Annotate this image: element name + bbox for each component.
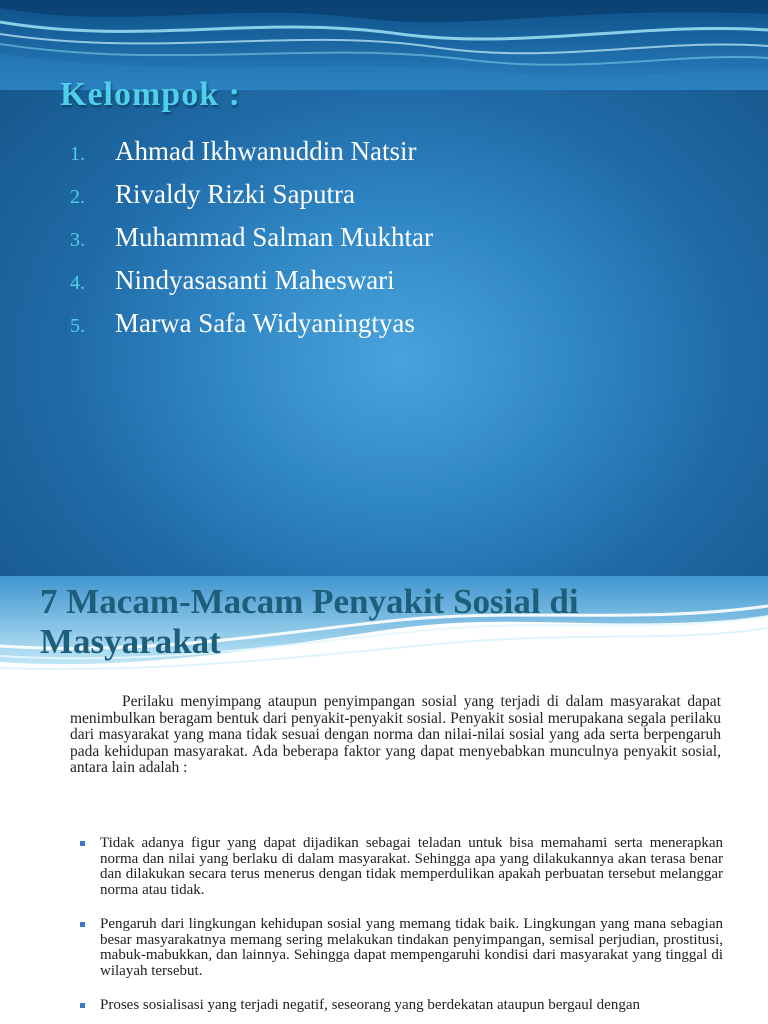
list-item (78, 917, 723, 979)
bullet-text: Tidak adanya figur yang dapat dijadikan sebagai teladan untuk bisa memahami serta menerapkan norma dan nilai yang berlaku di dalam masyarakat. Sehingga apa yang dilakukannya akan terasa benar dan dilakukan secara terus menerus dengan tidak memperdulikan apakah perbuatan tersebut melanggar norma atau tidak. (100, 835, 723, 898)
list-item (70, 222, 433, 265)
list-number: 1. (70, 143, 85, 165)
square-bullet-icon (80, 841, 85, 846)
list-item (70, 308, 433, 351)
list-number: 4. (70, 272, 85, 294)
member-name: Rivaldy Rizki Saputra (115, 179, 355, 209)
slide-title: Kelompok : (60, 76, 241, 113)
member-name: Nindyasasanti Maheswari (115, 265, 395, 295)
list-item (78, 998, 723, 1014)
member-name: Marwa Safa Widyaningtyas (115, 308, 415, 338)
slide-title: 7 Macam-Macam Penyakit Sosial di Masyarakat (40, 582, 579, 661)
list-item (78, 836, 723, 898)
list-item (70, 136, 433, 179)
list-item (70, 179, 433, 222)
bullet-text: Pengaruh dari lingkungan kehidupan sosial yang memang tidak baik. Lingkungan yang mana sebagian besar masyarakatnya memang sering melakukan tindakan penyimpangan, semisal perjudian, prostitusi, mabuk-mabukkan, dan lainnya. Sehingga dapat mempengaruhi kondisi dari masyarakat yang tinggal di wilayah tersebut. (100, 916, 723, 979)
square-bullet-icon (80, 922, 85, 927)
slide-penyakit-sosial (0, 576, 768, 1024)
member-name: Muhammad Salman Mukhtar (115, 222, 433, 252)
member-list (70, 136, 433, 351)
intro-paragraph: Perilaku menyimpang ataupun penyimpangan sosial yang terjadi di dalam masyarakat dapat menimbulkan beragam bentuk dari penyakit-penyakit sosial. Penyakit sosial merupakana segala perilaku dari masyarakat yang mana tidak sesuai dengan norma dan nilai-nilai sosial yang ada serta berpengaruh pada kehidupan masyarakat. Ada beberapa faktor yang dapat menyebabkan munculnya penyakit sosial, antara lain adalah : (70, 693, 721, 776)
list-number: 2. (70, 186, 85, 208)
list-number: 5. (70, 315, 85, 337)
list-item (70, 265, 433, 308)
list-number: 3. (70, 229, 85, 251)
bullet-text: Proses sosialisasi yang terjadi negatif, seseorang yang berdekatan ataupun bergaul dengan (100, 997, 640, 1013)
square-bullet-icon (80, 1003, 85, 1008)
member-name: Ahmad Ikhwanuddin Natsir (115, 136, 417, 166)
factor-list (78, 836, 723, 1024)
